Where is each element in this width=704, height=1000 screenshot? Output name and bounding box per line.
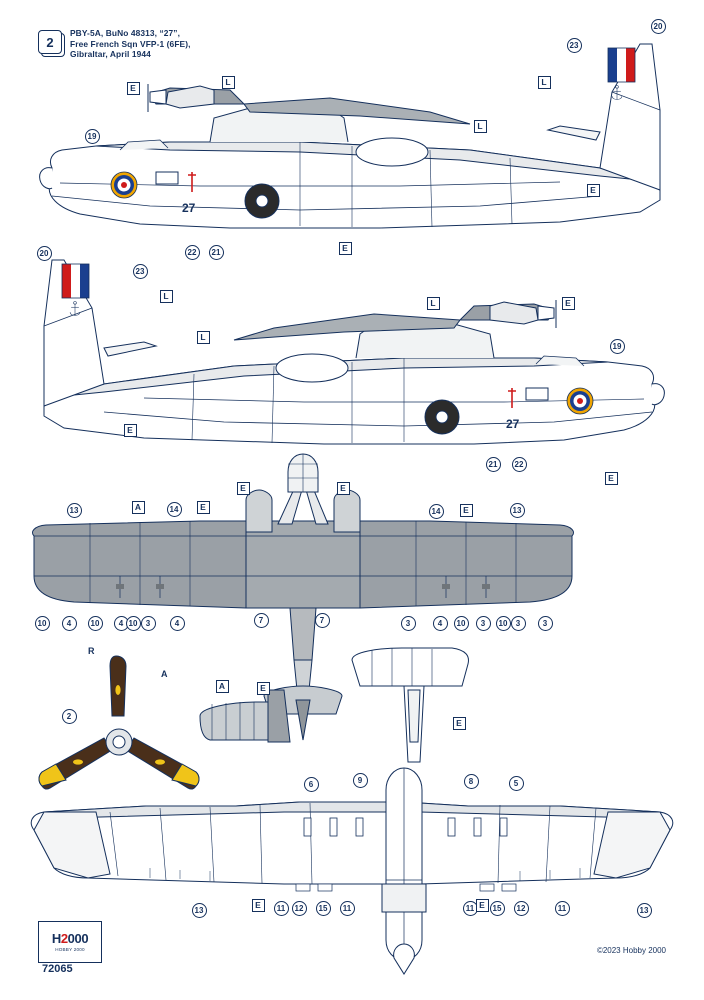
caption-line-2: Free French Sqn VFP-1 (6FE), [70, 38, 191, 49]
side-view-bottom-color-label-E-5: E [605, 472, 618, 485]
propeller-art [39, 656, 199, 789]
top-view-part-callout-10-15: 10 [454, 616, 469, 631]
side-view-bottom-part-callout-23-1: 23 [133, 264, 148, 279]
side-view-top-part-callout-19-0: 19 [85, 129, 100, 144]
top-view-color-label-E-4: E [460, 504, 473, 517]
profile-port [40, 44, 660, 228]
bottom-view-part-callout-9-1: 9 [353, 773, 368, 788]
top-view-part-callout-7-11: 7 [254, 613, 269, 628]
top-view-part-callout-10-6: 10 [88, 616, 103, 631]
bottom-view-part-callout-8-2: 8 [464, 774, 479, 789]
top-view-part-callout-13-0: 13 [67, 503, 82, 518]
caption-line-3: Gibraltar, April 1944 [70, 49, 151, 59]
bottom-view-color-label-E-1: E [252, 899, 265, 912]
propeller-label-A-1: A [161, 669, 168, 679]
tail-view-color-label-E-1: E [257, 682, 270, 695]
tailplane-plan [352, 648, 468, 762]
bottom-view-part-callout-5-3: 5 [509, 776, 524, 791]
caption-line-1: PBY-5A, BuNo 48313, “27”, [70, 28, 181, 38]
kit-number: 72065 [42, 963, 73, 975]
tail-rear-view-art [200, 690, 290, 742]
top-view-color-label-E-1: E [197, 501, 210, 514]
side-view-top-part-callout-23-1: 23 [567, 38, 582, 53]
side-view-top-color-label-E-4: E [587, 184, 600, 197]
top-view-part-callout-4-7: 4 [114, 616, 129, 631]
side-view-top-color-label-E-5: E [339, 242, 352, 255]
top-view-part-callout-3-19: 3 [538, 616, 553, 631]
top-view-part-callout-3-16: 3 [476, 616, 491, 631]
bottom-view-part-callout-11-5: 11 [274, 901, 289, 916]
side-view-bottom-part-callout-21-3: 21 [486, 457, 501, 472]
copyright-notice: ©2023 Hobby 2000 [596, 946, 666, 955]
side-view-bottom-color-label-L-0: L [160, 290, 173, 303]
profile-starboard [44, 260, 664, 444]
top-view-part-callout-10-4: 10 [35, 616, 50, 631]
top-view-part-callout-3-9: 3 [141, 616, 156, 631]
bottom-view-part-callout-12-11: 12 [514, 901, 529, 916]
side-view-top-part-callout-22-4: 22 [185, 245, 200, 260]
bottom-view-part-callout-12-6: 12 [292, 901, 307, 916]
bottom-view-part-callout-15-10: 15 [490, 901, 505, 916]
side-view-bottom-part-callout-22-4: 22 [512, 457, 527, 472]
bottom-view-part-callout-11-9: 11 [463, 901, 478, 916]
propeller-label-2-2: 2 [62, 709, 77, 724]
side-view-top-color-label-L-2: L [538, 76, 551, 89]
top-view-part-callout-10-8: 10 [126, 616, 141, 631]
side-bottom-code: 27 [506, 417, 520, 431]
bottom-view-part-callout-15-7: 15 [316, 901, 331, 916]
logo-wordmark: H2000 [51, 931, 89, 946]
top-view-part-callout-14-2: 14 [429, 504, 444, 519]
bottom-view-part-callout-13-4: 13 [192, 903, 207, 918]
bottom-view-part-callout-13-13: 13 [637, 903, 652, 918]
bottom-view-part-callout-11-12: 11 [555, 901, 570, 916]
side-view-bottom-part-callout-20-0: 20 [37, 246, 52, 261]
side-view-top-color-label-E-0: E [127, 82, 140, 95]
manufacturer-logo [38, 921, 102, 963]
top-view-part-callout-4-14: 4 [433, 616, 448, 631]
top-view-part-callout-13-3: 13 [510, 503, 525, 518]
logo-subtext: HOBBY 2000 [55, 947, 85, 952]
side-view-top-part-callout-20-2: 20 [651, 19, 666, 34]
side-view-top-color-label-L-1: L [222, 76, 235, 89]
side-view-top-part-callout-21-3: 21 [209, 245, 224, 260]
top-view-color-label-A-0: A [132, 501, 145, 514]
top-view-part-callout-4-10: 4 [170, 616, 185, 631]
scheme-number-badge: 2 [38, 30, 62, 54]
top-view-part-callout-3-18: 3 [511, 616, 526, 631]
side-view-top-color-label-L-3: L [474, 120, 487, 133]
bottom-view-part-callout-6-0: 6 [304, 777, 319, 792]
side-top-code: 27 [182, 201, 196, 215]
top-view-part-callout-4-5: 4 [62, 616, 77, 631]
tail-view-color-label-A-0: A [216, 680, 229, 693]
top-view-color-label-E-3: E [337, 482, 350, 495]
top-view-part-callout-10-17: 10 [496, 616, 511, 631]
plan-underside [31, 768, 673, 974]
top-view-color-label-E-2: E [237, 482, 250, 495]
bottom-view-part-callout-11-8: 11 [340, 901, 355, 916]
top-view-part-callout-3-13: 3 [401, 616, 416, 631]
propeller-label-R-0: R [88, 646, 95, 656]
side-view-bottom-color-label-E-4: E [124, 424, 137, 437]
top-view-part-callout-14-1: 14 [167, 502, 182, 517]
bottom-view-color-label-E-2: E [476, 899, 489, 912]
side-view-bottom-color-label-L-1: L [197, 331, 210, 344]
side-view-bottom-part-callout-19-2: 19 [610, 339, 625, 354]
bottom-view-color-label-E-0: E [453, 717, 466, 730]
side-view-bottom-color-label-L-2: L [427, 297, 440, 310]
side-view-bottom-color-label-E-3: E [562, 297, 575, 310]
top-view-part-callout-7-12: 7 [315, 613, 330, 628]
